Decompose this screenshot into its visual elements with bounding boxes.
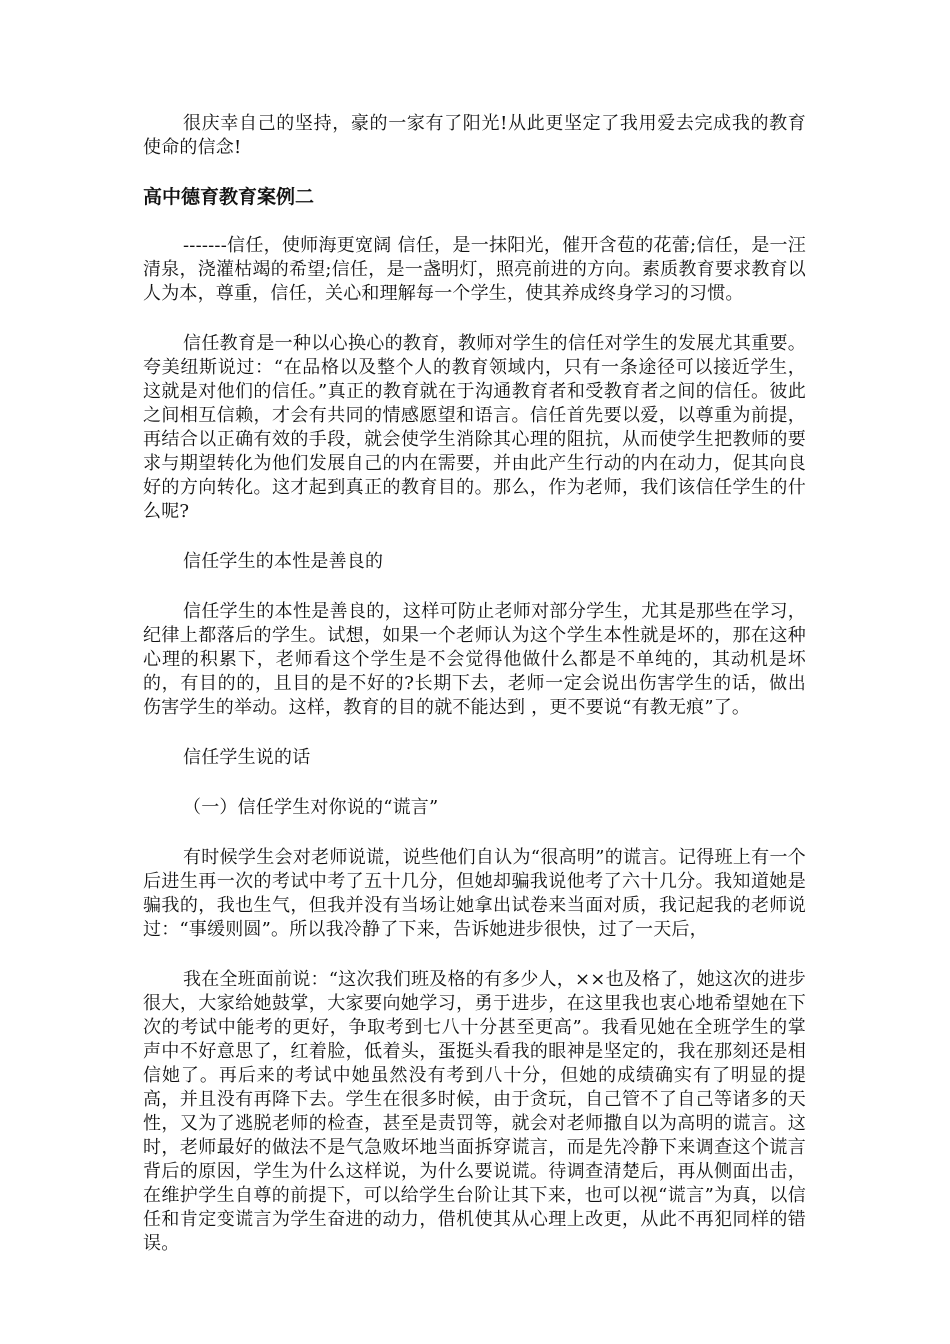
section-heading: 高中德育教育案例二 — [143, 186, 315, 208]
subheading-trust-words: 信任学生说的话 — [183, 747, 311, 768]
paragraph-conclusion: 很庆幸自己的坚持，豪的一家有了阳光!从此更坚定了我用爱去完成我的教育使命的信念! — [143, 113, 806, 158]
subheading-lies: （一）信任学生对你说的“谎言” — [183, 797, 439, 818]
subheading-nature-good: 信任学生的本性是善良的 — [183, 551, 384, 572]
paragraph-intro: -------信任，使师海更宽阔 信任，是一抹阳光，催开含苞的花蕾;信任，是一汪清泉，浇灌枯竭的希望;信任，是一盏明灯，照亮前进的方向。素质教育要求教育以人为本，尊重，信任，关心和理解每一个学生，使其养成终身学习的习惯。 — [143, 235, 806, 304]
paragraph-lie-story: 有时候学生会对老师说谎，说些他们自认为“很高明”的谎言。记得班上有一个后进生再一次的考试中考了五十几分，但她却骗我说他考了六十几分。我知道她是骗我的，我也生气，但我并没有当场让她拿出试卷来当面对质，我记起我的老师说过：“事缓则圆”。所以我冷静了下来，告诉她进步很快，过了一天后， — [143, 847, 806, 940]
paragraph-nature-good: 信任学生的本性是善良的，这样可防止老师对部分学生，尤其是那些在学习，纪律上都落后的学生。试想，如果一个老师认为这个学生本性就是坏的，那在这种心理的积累下，老师看这个学生是不会觉得他做什么都是不单纯的，其动机是坏的，有目的的，且目的是不好的?长期下去，老师一定会说出伤害学生的话，做出伤害学生的举动。这样，教育的目的就不能达到 ，更不要说“有教无痕”了。 — [143, 601, 806, 718]
document-page — [143, 112, 806, 1256]
paragraph-lie-handling: 我在全班面前说：“这次我们班及格的有多少人，××也及格了，她这次的进步很大，大家给她鼓掌，大家要向她学习，勇于进步，在这里我也衷心地希望她在下次的考试中能考的更好，争取考到七八十分甚至更高”。我看见她在全班学生的掌声中不好意思了，红着脸，低着头，蛋挺头看我的眼神是坚定的，我在那刻还是相信她了。再后来的考试中她虽然没有考到八十分，但她的成绩确实有了明显的提高，并且没有再降下去。学生在很多时候，由于贪玩，自己管不了自己等诸多的天性，又为了逃脱老师的检查，甚至是责罚等，就会对老师撒自以为高明的谎言。这时，老师最好的做法不是气急败坏地当面拆穿谎言，而是先冷静下来调查这个谎言背后的原因，学生为什么这样说，为什么要说谎。待调查清楚后，再从侧面出击，在维护学生自尊的前提下，可以给学生台阶让其下来，也可以视“谎言”为真，以信任和肯定变谎言为学生奋进的动力，借机使其从心理上改更，从此不再犯同样的错误。 — [143, 969, 806, 1254]
paragraph-trust-education: 信任教育是一种以心换心的教育，教师对学生的信任对学生的发展尤其重要。夸美纽斯说过：“在品格以及整个人的教育领域内，只有一条途径可以接近学生，这就是对他们的信任。”真正的教育就在于沟通教育者和受教育者之间的信任。彼此之间相互信赖，才会有共同的情感愿望和语言。信任首先要以爱，以尊重为前提，再结合以正确有效的手段，就会使学生消除其心理的阻抗，从而使学生把教师的要求与期望转化为他们发展自己的内在需要，并由此产生行动的内在动力，促其向良好的方向转化。这才起到真正的教育目的。那么，作为老师，我们该信任学生的什么呢? — [143, 333, 806, 522]
